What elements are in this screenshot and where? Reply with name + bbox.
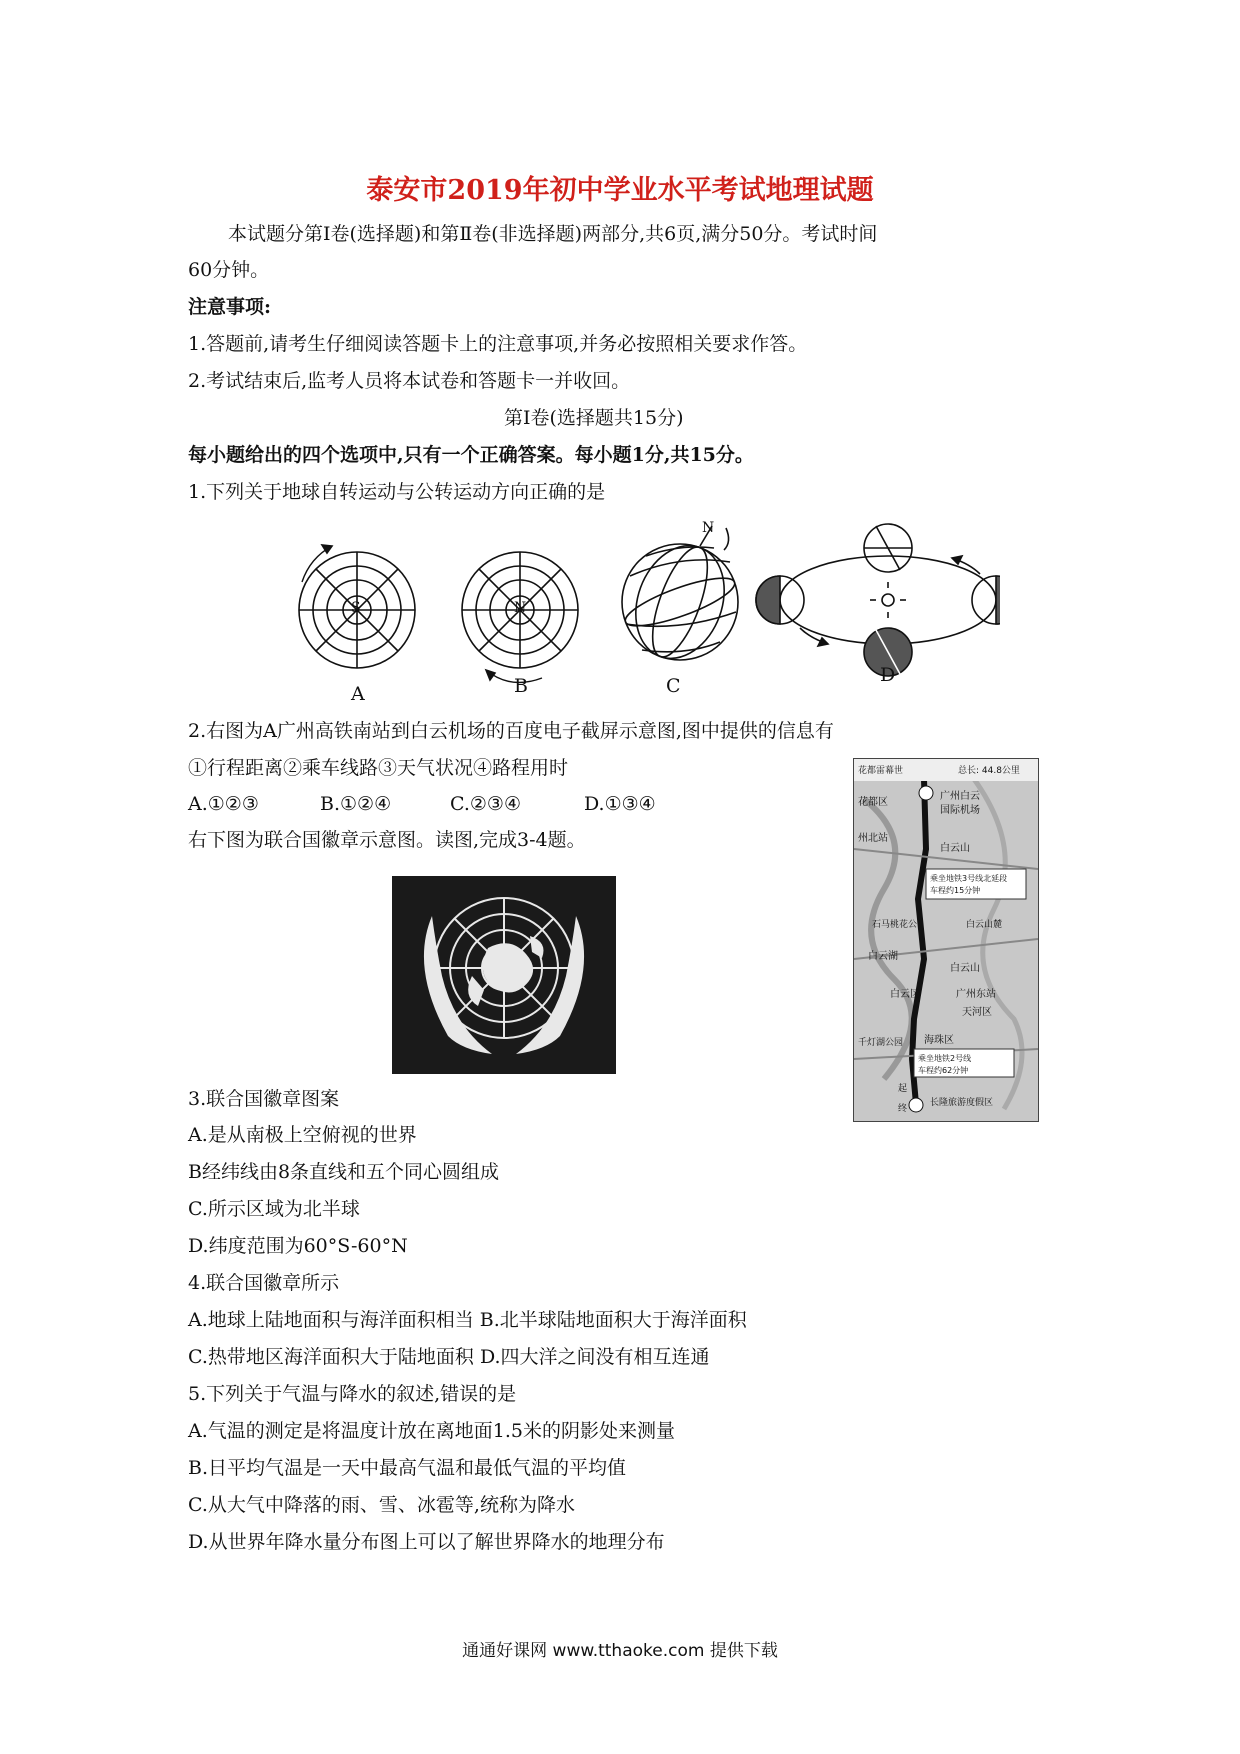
map-label: 千灯湖公园 <box>858 1038 904 1048</box>
footer-credit: 通通好课网 www.tthaoke.com 提供下载 <box>462 1641 778 1661</box>
intro-line-2: 60分钟。 <box>188 259 270 281</box>
map-label: 花都雷幕世 <box>858 766 904 776</box>
map-label: 白云山 <box>950 963 980 974</box>
map-label: 乘坐地铁2号线 <box>918 1054 972 1063</box>
route-map-image <box>853 758 1039 1122</box>
option-label: C <box>666 675 681 697</box>
option: D.从世界年降水量分布图上可以了解世界降水的地理分布 <box>188 1531 665 1553</box>
question-1-stem: 1.下列关于地球自转运动与公转运动方向正确的是 <box>188 481 606 503</box>
globe-c-grid <box>621 526 740 671</box>
pole-label: N <box>514 600 527 616</box>
option: B.日平均气温是一天中最高气温和最低气温的平均值 <box>188 1457 627 1479</box>
pole-label: N <box>702 520 715 536</box>
pole-label: S <box>351 600 361 616</box>
question-4-stem: 4.联合国徽章所示 <box>188 1272 340 1294</box>
map-label: 国际机场 <box>940 805 980 816</box>
section-instruction: 每小题给出的四个选项中,只有一个正确答案。每小题1分,共15分。 <box>188 444 754 466</box>
option: B.①②④ <box>320 793 392 815</box>
question-2-items: ①行程距离②乘车线路③天气状况④路程用时 <box>188 757 569 779</box>
map-label: 白云区 <box>890 989 920 1000</box>
orbit-d-diagram <box>756 524 1000 676</box>
option: B经纬线由8条直线和五个同心圆组成 <box>188 1161 500 1183</box>
option: C.热带地区海洋面积大于陆地面积 D.四大洋之间没有相互连通 <box>188 1346 710 1368</box>
section-title: 第Ⅰ卷(选择题共15分) <box>504 407 684 429</box>
map-label: 车程约15分钟 <box>930 886 981 895</box>
exam-title: 泰安市2019年初中学业水平考试地理试题 <box>366 175 874 206</box>
option: C.所示区域为北半球 <box>188 1198 360 1220</box>
notes-heading: 注意事项: <box>188 296 272 318</box>
map-label: 天河区 <box>962 1007 992 1018</box>
option: C.从大气中降落的雨、雪、冰雹等,统称为降水 <box>188 1494 575 1516</box>
note-item: 1.答题前,请考生仔细阅读答题卡上的注意事项,并务必按照相关要求作答。 <box>188 333 808 355</box>
option: A.地球上陆地面积与海洋面积相当 B.北半球陆地面积大于海洋面积 <box>188 1309 747 1331</box>
map-label: 石马桃花公 <box>872 920 918 930</box>
option: A.①②③ <box>188 793 259 815</box>
option: C.②③④ <box>450 793 521 815</box>
option: A.气温的测定是将温度计放在离地面1.5米的阴影处来测量 <box>188 1420 675 1442</box>
map-label: 终 <box>898 1104 908 1114</box>
map-label: 花都区 <box>858 797 888 808</box>
option: D.①③④ <box>584 793 656 815</box>
map-label: 长隆旅游度假区 <box>930 1098 994 1108</box>
map-label: 起 <box>898 1084 908 1094</box>
option-label: A <box>351 683 365 705</box>
option: D.纬度范围为60°S-60°N <box>188 1235 408 1257</box>
map-label: 白云山麓 <box>966 920 1003 930</box>
map-label: 广州白云 <box>940 791 980 802</box>
map-label: 乘坐地铁3号线北延段 <box>930 874 1008 883</box>
note-item: 2.考试结束后,监考人员将本试卷和答题卡一并收回。 <box>188 370 631 392</box>
map-label: 州北站 <box>858 833 888 844</box>
q34-intro: 右下图为联合国徽章示意图。读图,完成3-4题。 <box>188 829 586 851</box>
option: A.是从南极上空俯视的世界 <box>188 1124 417 1146</box>
intro-line-1: 本试题分第Ⅰ卷(选择题)和第Ⅱ卷(非选择题)两部分,共6页,满分50分。考试时间 <box>228 223 878 245</box>
map-label: 车程约62分钟 <box>918 1066 969 1075</box>
map-label: 白云湖 <box>868 951 898 962</box>
option-label: B <box>514 675 528 697</box>
map-label: 广州东站 <box>956 989 996 1000</box>
question-3-stem: 3.联合国徽章图案 <box>188 1088 340 1110</box>
globe-b-north-pole-view <box>462 552 578 683</box>
map-label: 白云山 <box>940 843 970 854</box>
question-5-stem: 5.下列关于气温与降水的叙述,错误的是 <box>188 1383 517 1405</box>
map-label: 总长: 44.8公里 <box>958 766 1020 776</box>
map-label: 海珠区 <box>924 1035 954 1046</box>
question-2-stem: 2.右图为A广州高铁南站到白云机场的百度电子截屏示意图,图中提供的信息有 <box>188 720 834 742</box>
option-label: D <box>880 664 896 686</box>
un-emblem-image <box>392 876 616 1074</box>
